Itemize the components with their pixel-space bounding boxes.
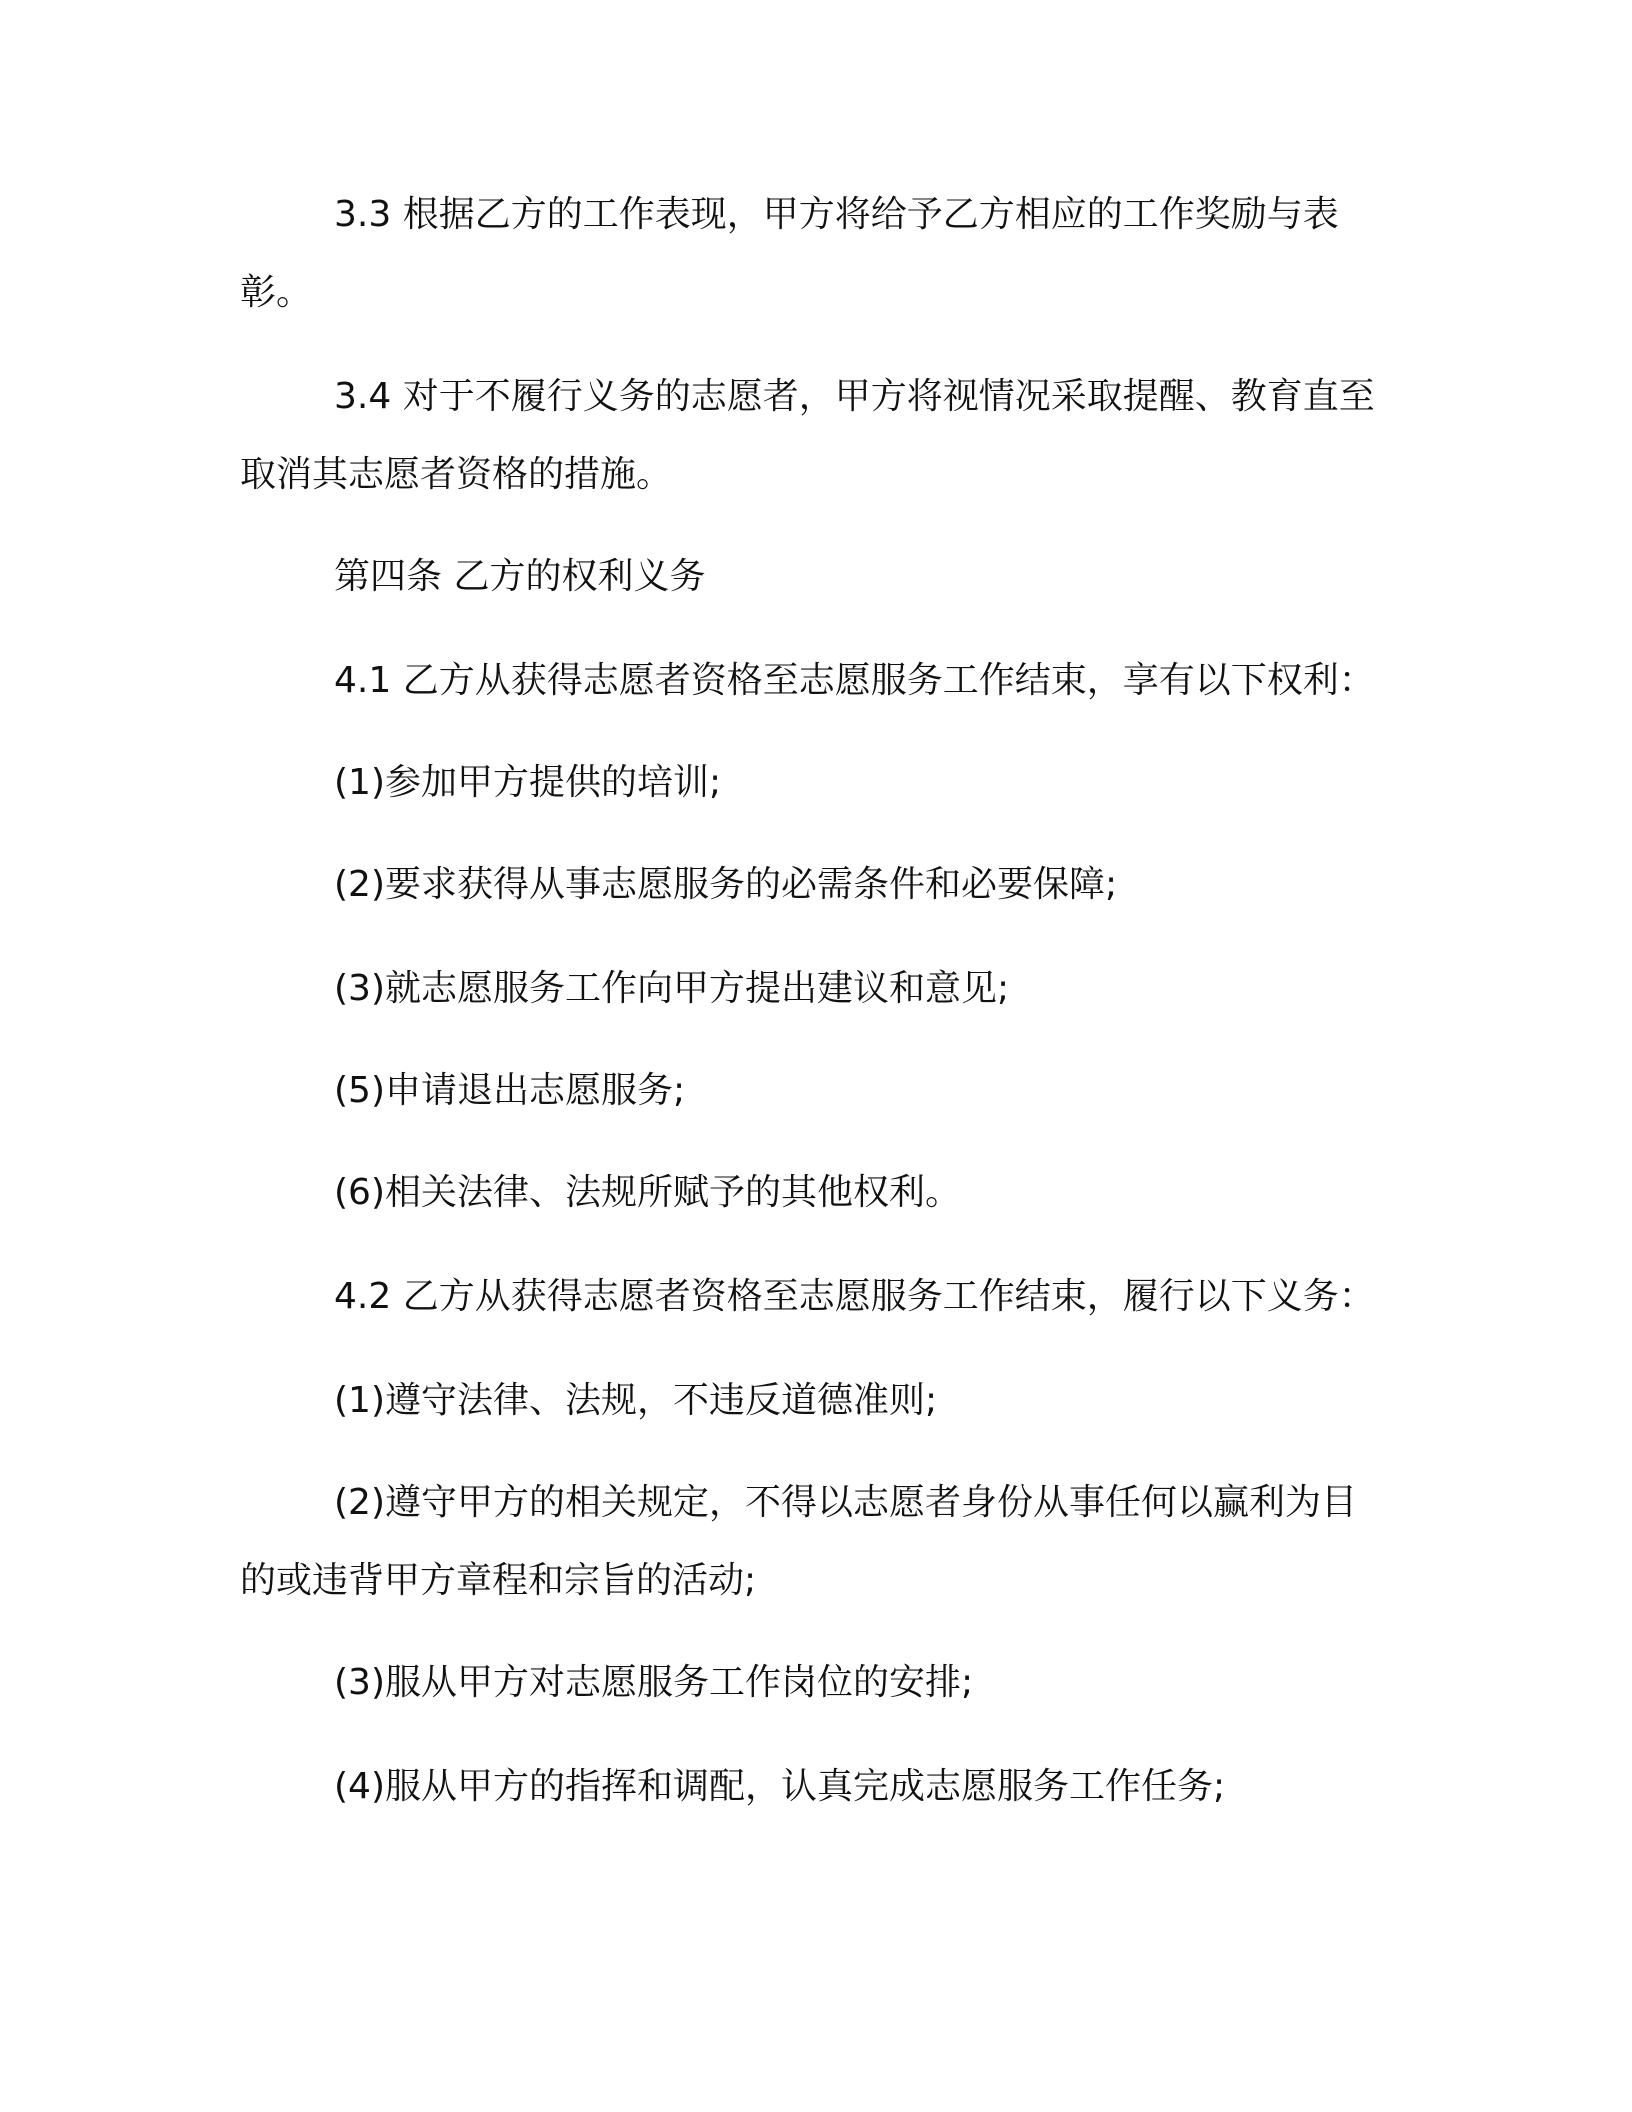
rights-item-1: (1)参加甲方提供的培训;: [334, 762, 722, 803]
paragraph-3-4: 3.4 对于不履行义务的志愿者，甲方将视情况采取提醒、教育直至取消其志愿者资格的措施。: [240, 376, 1375, 495]
rights-item-5: (5)申请退出志愿服务;: [334, 1070, 686, 1111]
section-heading-article-4: 第四条 乙方的权利义务: [334, 556, 706, 597]
duties-item-2: (2)遵守甲方的相关规定，不得以志愿者身份从事任何以赢利为目的或违背甲方章程和宗旨的活动;: [240, 1482, 1357, 1601]
duties-item-3: (3)服从甲方对志愿服务工作岗位的安排;: [334, 1662, 974, 1703]
paragraph-4-1: 4.1 乙方从获得志愿者资格至志愿服务工作结束，享有以下权利：: [334, 660, 1375, 701]
rights-item-3: (3)就志愿服务工作向甲方提出建议和意见;: [334, 968, 1010, 1009]
paragraph-4-2: 4.2 乙方从获得志愿者资格至志愿服务工作结束，履行以下义务：: [334, 1276, 1375, 1317]
paragraph-3-3: 3.3 根据乙方的工作表现，甲方将给予乙方相应的工作奖励与表彰。: [240, 194, 1339, 313]
rights-item-2: (2)要求获得从事志愿服务的必需条件和必要保障;: [334, 864, 1118, 905]
duties-item-4: (4)服从甲方的指挥和调配，认真完成志愿服务工作任务;: [334, 1766, 1226, 1807]
rights-item-6: (6)相关法律、法规所赋予的其他权利。: [334, 1172, 961, 1213]
duties-item-1: (1)遵守法律、法规，不违反道德准则;: [334, 1380, 938, 1421]
